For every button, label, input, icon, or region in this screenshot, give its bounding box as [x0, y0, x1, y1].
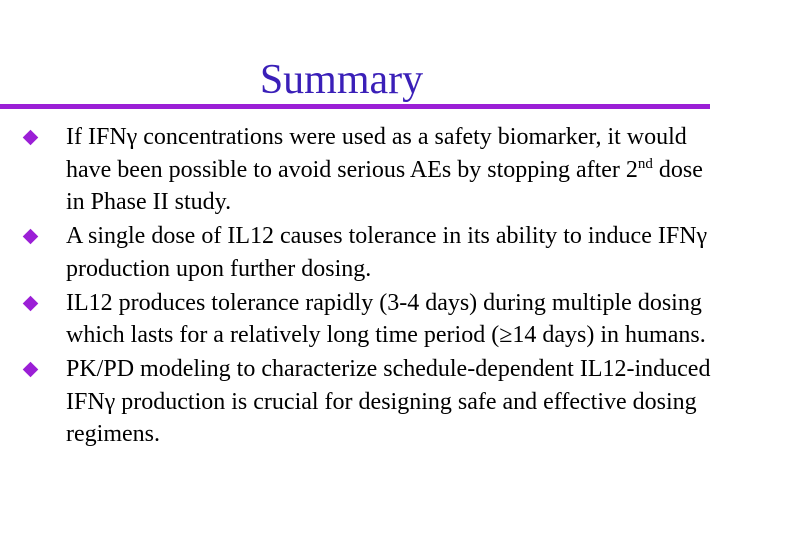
bullet-item — [22, 121, 722, 219]
bullet-list — [22, 121, 722, 452]
title-divider — [0, 104, 710, 109]
bullet-text: If IFNγ concentrations were used as a safety biomarker, it would have been possible to avoid serious AEs by stopping after 2 — [66, 124, 687, 183]
bullet-text: A single dose of IL12 causes tolerance in its ability to induce IFNγ production upon further dosing. — [66, 223, 708, 282]
diamond-bullet-icon — [23, 295, 39, 311]
diamond-bullet-icon — [23, 362, 39, 378]
bullet-text-cont: dose in Phase II study. — [66, 156, 703, 215]
bullet-item — [22, 287, 722, 352]
bullet-item — [22, 353, 722, 451]
ordinal-suffix: nd — [637, 155, 653, 172]
bullet-item — [22, 220, 722, 285]
diamond-bullet-icon — [23, 130, 39, 146]
bullet-text: PK/PD modeling to characterize schedule-dependent IL12-induced IFNγ production is crucial for designing safe and effective dosing regimens. — [66, 356, 711, 447]
diamond-bullet-icon — [23, 229, 39, 245]
slide-title: Summary — [259, 57, 424, 103]
bullet-text: IL12 produces tolerance rapidly (3-4 days) during multiple dosing which lasts for a relatively long time period (≥14 days) in humans. — [66, 289, 706, 348]
